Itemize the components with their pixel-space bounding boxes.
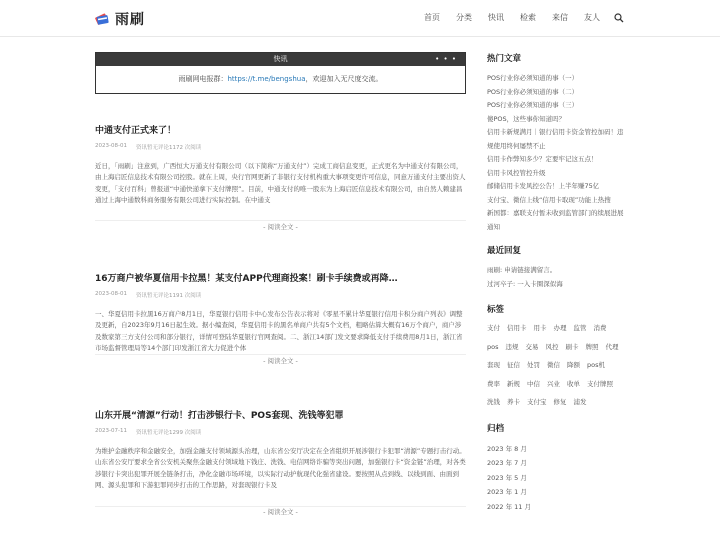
hot-article-link[interactable]: 支付宝、微信上线“信用卡取现”功能上热搜 — [487, 195, 611, 204]
logo-card-icon — [95, 12, 109, 26]
news-notice-box — [95, 52, 466, 94]
tag-link[interactable]: 洗钱 — [487, 398, 500, 406]
logo-text: 雨刷 — [115, 12, 145, 28]
hot-articles-list — [487, 72, 627, 234]
hot-article-link[interactable]: POS行业你必须知道的事（一） — [487, 74, 579, 82]
tag-link[interactable]: 中信 — [527, 379, 540, 388]
recent-replies-list — [487, 264, 627, 291]
archive-title: 归档 — [487, 423, 505, 434]
archive-link[interactable]: 2023 年 8 月 — [487, 444, 527, 453]
tag-link[interactable]: 刷卡 — [565, 342, 579, 351]
notice-text-suffix: ，欢迎加入无尺度交流。 — [305, 75, 383, 83]
site-logo[interactable] — [95, 9, 145, 29]
post-comments[interactable]: 暂无评论 — [146, 430, 169, 436]
post-excerpt: 近日，「雨刷」注意到，广西恒大万通支付有限公司（以下简称“万通支付”）完成工商信息变更，正式更名为中通支付有限公司，由上海启匠信息技术有限公司控股。就在上周，央行官网更新了非银行支付机构重大事项变更许可信息，同意万通支付主要出资人变更，「支付百科」曾报道“中通快递拿下支付牌照”。目前，中通支付的唯一股东为上海启匠信息技术有限公司，由自然人赖建昌通过上海中通数科商务服务有限公司进行实际控制。在中通支 — [95, 162, 466, 204]
hot-article-link[interactable]: 邮储信用卡发风控公告！上半年赚75亿 — [487, 182, 600, 190]
divider — [95, 220, 466, 221]
tag-link[interactable]: 支付牌照 — [587, 379, 613, 388]
post-meta — [95, 428, 466, 436]
tag-link[interactable]: 新规 — [507, 379, 520, 388]
post-views: 1191 次阅读 — [169, 293, 202, 299]
notice-text-prefix: 雨刷网电报群： — [178, 75, 228, 83]
archive-link[interactable]: 2022 年 11 月 — [487, 502, 532, 511]
archive-link[interactable]: 2023 年 1 月 — [487, 488, 527, 496]
main-nav — [408, 12, 624, 23]
tag-link[interactable]: pos — [487, 342, 499, 351]
read-more-link[interactable]: - 阅读全文 - — [263, 223, 298, 231]
tag-cloud — [487, 319, 627, 412]
reply-link[interactable]: 过河卒子: 一入卡圈深似海 — [487, 279, 563, 288]
tag-link[interactable]: 办理 — [553, 324, 567, 332]
post-excerpt: 为维护金融秩序和金融安全，加强金融支付领域源头治理，山东省公安厅决定在全省组织开展涉银行卡犯罪“清源”专题打击行动。山东省公安厅要求全省公安机关聚焦金融支付领域地下钱庄、洗钱、电信网络诈骗等突出问题，加强银行卡“资金链”治理，对各类涉银行卡突出犯罪开展全链条打击，净化金融市场环境，以实际行动护航现代化强省建设。要按照从点到线、以线到面、由面到网、源头犯罪和下游犯罪同步打击的工作思路，对套现银行卡及 — [95, 447, 466, 489]
hot-article-link[interactable]: 信用卡新规满月｜银行信用卡资金管控加码！违规使用终何屡禁不止 — [487, 128, 624, 150]
hot-article-link[interactable]: POS行业你必须知道的事（二） — [487, 87, 579, 96]
post-date: 2023-08-01 — [95, 291, 127, 297]
telegram-link[interactable]: https://t.me/bengshua — [227, 75, 306, 83]
tag-link[interactable]: 费率 — [487, 379, 500, 388]
post-item — [95, 118, 466, 206]
tag-link[interactable]: 修复 — [553, 398, 567, 406]
tag-link[interactable]: 养卡 — [507, 398, 520, 406]
post-title[interactable]: 山东开展“清源”行动！打击涉银行卡、POS套现、洗钱等犯罪 — [95, 411, 344, 421]
post-meta — [95, 143, 466, 151]
archive-list — [487, 442, 627, 515]
post-category[interactable]: 资讯 — [135, 293, 147, 299]
tag-link[interactable]: 监管 — [573, 324, 587, 332]
notice-title: 快讯 — [273, 55, 288, 63]
hot-article-link[interactable]: 傻POS，这些事你知道吗？ — [487, 114, 566, 123]
tag-link[interactable]: 代理 — [605, 342, 619, 351]
tag-link[interactable]: 支付 — [487, 324, 500, 332]
post-item — [95, 403, 466, 491]
post-date: 2023-07-11 — [95, 428, 127, 434]
post-date: 2023-08-01 — [95, 143, 127, 149]
tag-link[interactable]: 收单 — [567, 379, 580, 388]
divider — [95, 354, 466, 355]
site-header — [0, 0, 720, 37]
sidebar — [487, 52, 627, 514]
post-item — [95, 266, 466, 354]
tag-link[interactable]: 征信 — [507, 361, 520, 369]
nav-letters[interactable]: 来信 — [552, 13, 568, 22]
tag-link[interactable]: 微信 — [547, 361, 560, 369]
tag-link[interactable]: 违规 — [505, 342, 519, 351]
notice-body — [96, 66, 465, 93]
nav-categories[interactable]: 分类 — [456, 13, 472, 22]
notice-header — [96, 53, 465, 66]
tag-link[interactable]: 套现 — [487, 361, 500, 369]
post-category[interactable]: 资讯 — [135, 430, 147, 436]
tag-link[interactable]: 支付宝 — [527, 398, 547, 406]
post-title[interactable]: 中通支付正式来了！ — [95, 126, 177, 136]
post-views: 1172 次阅读 — [169, 145, 202, 151]
main-content — [95, 52, 466, 516]
tag-link[interactable]: pos机 — [587, 361, 605, 369]
search-icon[interactable] — [614, 13, 624, 23]
tag-link[interactable]: 兴业 — [547, 379, 560, 388]
hot-articles-title: 热门文章 — [487, 54, 522, 64]
reply-link[interactable]: 雨刷: 申请链接满留言。 — [487, 266, 557, 274]
read-more-link[interactable]: - 阅读全文 - — [263, 508, 298, 516]
tag-link[interactable]: 交易 — [525, 342, 539, 351]
post-meta — [95, 291, 466, 299]
hot-article-link[interactable]: 新国都：嘉联支付暂未收到监管部门的续展进展通知 — [487, 209, 624, 231]
tag-link[interactable]: 处罚 — [527, 361, 540, 369]
tag-link[interactable]: 信用卡 — [507, 324, 527, 332]
post-views: 1299 次阅读 — [169, 430, 202, 436]
tag-link[interactable]: 牌照 — [585, 342, 599, 351]
nav-home[interactable]: 首页 — [424, 13, 440, 22]
recent-replies-title: 最近回复 — [487, 246, 522, 256]
tags-title: 标签 — [487, 305, 505, 315]
archive-link[interactable]: 2023 年 7 月 — [487, 459, 527, 467]
hot-article-link[interactable]: 信用卡风控管控升级 — [487, 168, 546, 177]
tag-link[interactable]: 消费 — [593, 324, 607, 332]
nav-search[interactable]: 检索 — [520, 13, 536, 22]
tag-link[interactable]: 降额 — [567, 361, 580, 369]
tag-link[interactable]: 用卡 — [533, 324, 547, 332]
post-category[interactable]: 资讯 — [135, 145, 147, 151]
hot-article-link[interactable]: POS行业你必须知道的事（三） — [487, 101, 579, 109]
post-comments[interactable]: 暂无评论 — [146, 145, 169, 151]
nav-news[interactable]: 快讯 — [488, 13, 504, 22]
tag-link[interactable]: 浦发 — [573, 398, 587, 406]
post-excerpt: 一、华夏信用卡拉黑16万商户8月1日，华夏银行信用卡中心发布公告表示将对《零星不累计华夏银行信用卡积分商户列表》调整及更新，自2023年9月16日起生效。据小编查阅，华夏信用卡的黑名单商户共有5个文档，粗略估算大概有16万个商户，商户涉及数家第三方支付公司和部分银行，详情可登陆华夏银行官网查阅。二、浙江14部门发文要求降低支付手续费用8月1日，浙江省市场监督管理局等14个部门印发浙江省大力促进个体 — [95, 310, 463, 352]
more-dots-icon[interactable]: • • • — [435, 55, 457, 63]
post-title[interactable]: 16万商户被华夏信用卡拉黑！某支付APP代理商投案！刷卡手续费或再降… — [95, 274, 398, 284]
archive-link[interactable]: 2023 年 5 月 — [487, 473, 527, 482]
read-more-link[interactable]: - 阅读全文 - — [263, 357, 298, 365]
tag-link[interactable]: 风控 — [545, 342, 559, 351]
hot-article-link[interactable]: 信用卡作弊知多少？定要牢记这五点！ — [487, 155, 598, 163]
post-comments[interactable]: 暂无评论 — [146, 293, 169, 299]
nav-friends[interactable]: 友人 — [584, 13, 600, 22]
